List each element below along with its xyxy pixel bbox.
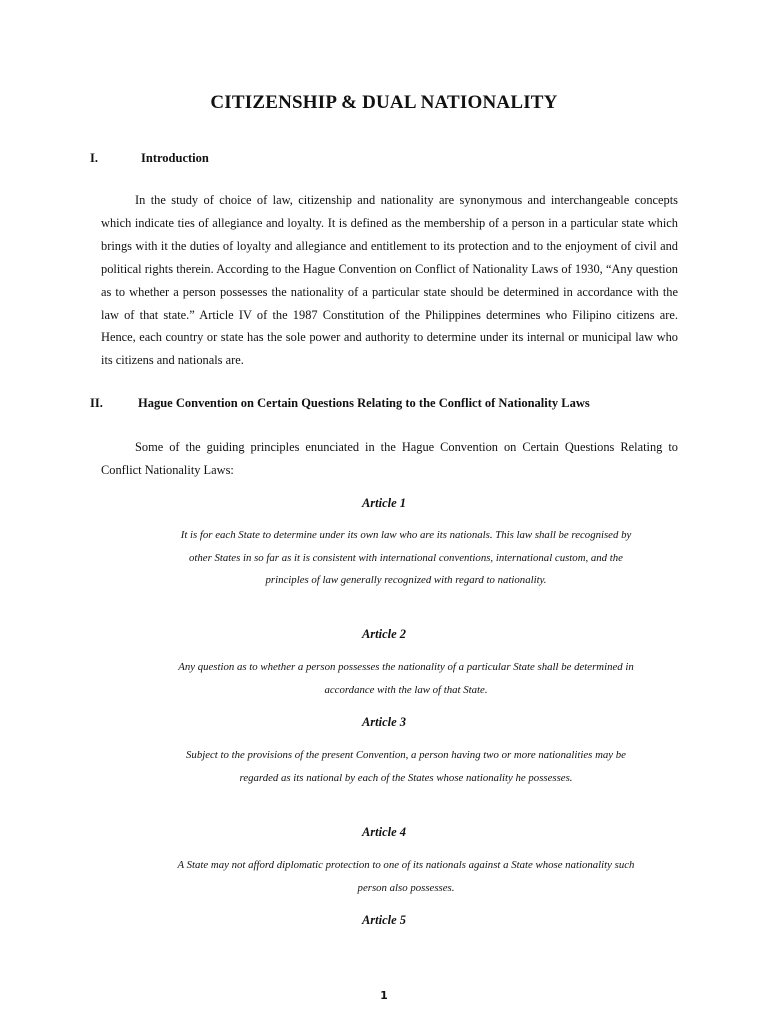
- section-number: II.: [90, 396, 103, 410]
- article-text: Any question as to whether a person possesses the nationality of a particular State shall be determined in accordance with the law of that State.: [178, 661, 634, 696]
- section-title: Introduction: [141, 151, 209, 165]
- section-heading-introduction: [90, 151, 209, 166]
- article-title: Article 2: [361, 627, 407, 641]
- article-title: Article 3: [361, 715, 407, 729]
- article-text: A State may not afford diplomatic protection to one of its nationals against a State whose nationality such person also possesses.: [177, 859, 635, 894]
- article-title: Article 4: [361, 825, 407, 839]
- hague-intro-paragraph: Some of the guiding principles enunciated in the Hague Convention on Certain Questions Relating to Conflict Nationality Laws:: [101, 440, 678, 477]
- introduction-paragraph: In the study of choice of law, citizenship and nationality are synonymous and interchangeable concepts which indicate ties of allegiance and loyalty. It is defined as the membership of a person in a particular state which brings with it the duties of loyalty and allegiance and entitlement to its protection and to the enjoyment of civil and political rights therein. According to the Hague Convention on Conflict of Nationality Laws of 1930, “Any question as to whether a person possesses the nationality of a particular state should be determined in accordance with the law of that state.” Article IV of the 1987 Constitution of the Philippines determines who Filipino citizens are. Hence, each country or state has the sole power and authority to determine under its internal or municipal law who its citizens and nationals are.: [101, 193, 678, 368]
- article-text: Subject to the provisions of the present Convention, a person having two or more nationalities may be regarded as its national by each of the States whose nationality he possesses.: [186, 749, 626, 784]
- article-title: Article 5: [361, 913, 407, 927]
- section-title: Hague Convention on Certain Questions Relating to the Conflict of Nationality Laws: [138, 396, 590, 410]
- section-heading-hague-convention: [90, 396, 590, 411]
- document-title: CITIZENSHIP & DUAL NATIONALITY: [210, 92, 558, 113]
- article-text: It is for each State to determine under its own law who are its nationals. This law shall be recognised by other States in so far as it is consistent with international conventions, international custom, and the principles of law generally recognized with regard to nationality.: [180, 529, 632, 586]
- page-number: 1: [380, 989, 388, 1002]
- section-number: I.: [90, 151, 98, 165]
- article-title: Article 1: [361, 496, 407, 510]
